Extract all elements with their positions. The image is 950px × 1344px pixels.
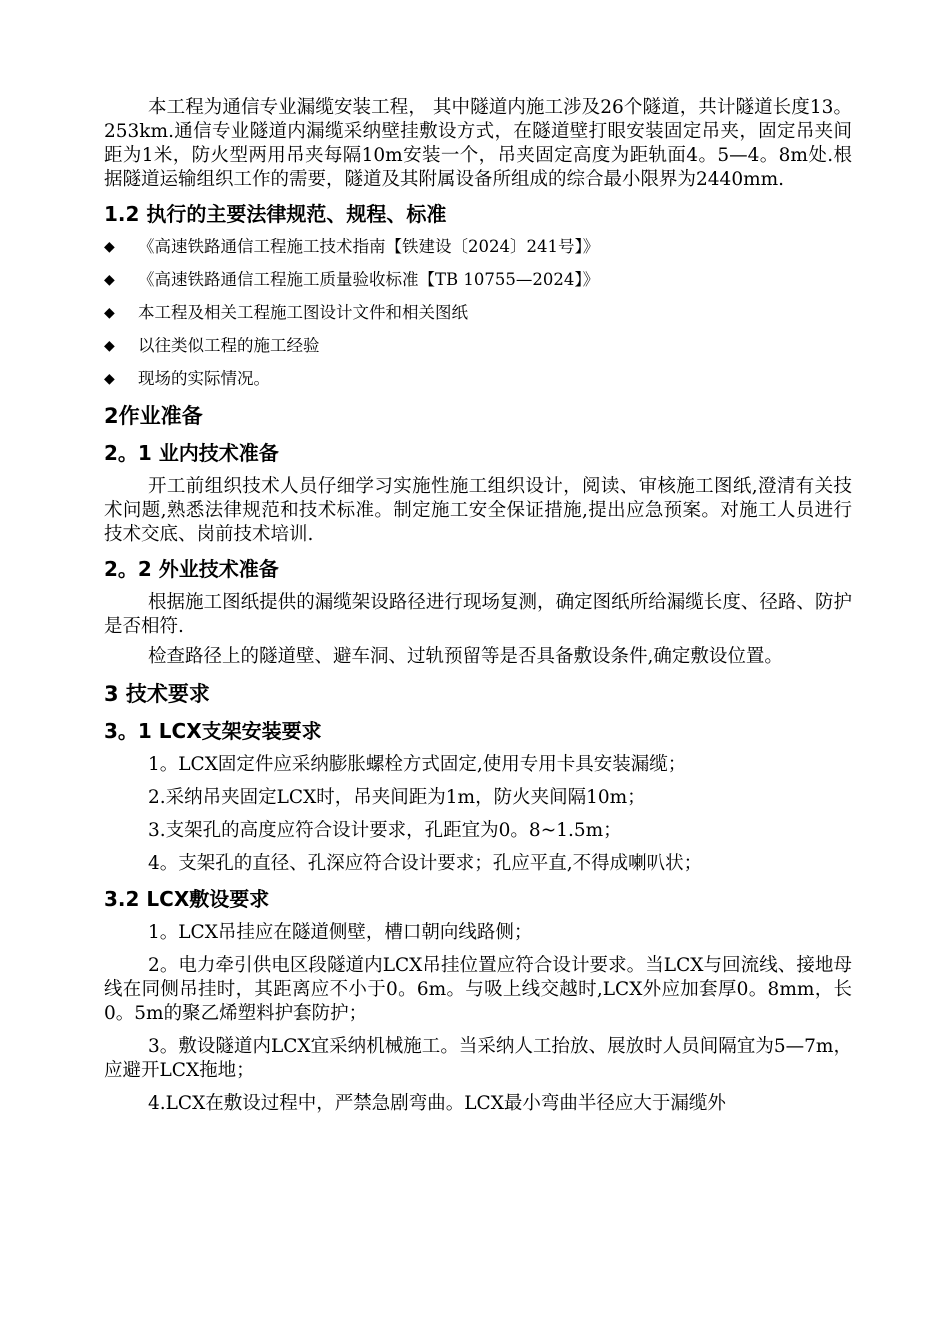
diamond-bullet-icon: ◆ [104, 272, 115, 288]
section-3-2-heading: 3.2 LCX敷设要求 [104, 887, 270, 911]
diamond-bullet-icon: ◆ [104, 305, 115, 321]
document-page [104, 96, 852, 1125]
section-2-1-heading: 2。1 业内技术准备 [104, 441, 279, 465]
requirement-item: 3.支架孔的高度应符合设计要求，孔距宜为0。8~1.5m； [148, 820, 622, 841]
section-2-2-paragraph-1: 根据施工图纸提供的漏缆架设路径进行现场复测，确定图纸所给漏缆长度、径路、防护是否相符. [104, 592, 852, 637]
requirement-item: 2.采纳吊夹固定LCX时，吊夹间距为1m，防火夹间隔10m； [148, 787, 646, 808]
requirement-item: 2。电力牵引供电区段隧道内LCX吊挂位置应符合设计要求。当LCX与回流线、接地母线在同侧吊挂时，其距离应不小于0。6m。与吸上线交越时,LCX外应加套厚0。8mm，长0。5m的聚乙烯塑料护套防护； [104, 955, 852, 1024]
section-2-heading: 2作业准备 [104, 404, 203, 428]
diamond-bullet-icon: ◆ [104, 371, 115, 387]
diamond-bullet-icon: ◆ [104, 338, 115, 354]
list-item: ◆ 现场的实际情况。 [104, 369, 270, 388]
diamond-bullet-icon: ◆ [104, 239, 115, 255]
list-item: ◆ 本工程及相关工程施工图设计文件和相关图纸 [104, 303, 468, 322]
standards-list [104, 236, 852, 390]
section-2-2-heading: 2。2 外业技术准备 [104, 557, 279, 581]
requirement-item: 1。LCX吊挂应在隧道侧壁，槽口朝向线路侧； [148, 922, 533, 943]
section-2-1-paragraph: 开工前组织技术人员仔细学习实施性施工组织设计，阅读、审核施工图纸,澄清有关技术问题,熟悉法律规范和技术标准。制定施工安全保证措施,提出应急预案。对施工人员进行技术交底、岗前技术培训. [104, 476, 852, 545]
list-item: ◆ 《高速铁路通信工程施工质量验收标准【TB 10755—2024】》 [104, 270, 600, 289]
intro-paragraph: 本工程为通信专业漏缆安装工程， 其中隧道内施工涉及26个隧道，共计隧道长度13。253km.通信专业隧道内漏缆采纳壁挂敷设方式，在隧道壁打眼安装固定吊夹，固定吊夹间距为1米，防火型两用吊夹每隔10m安装一个，吊夹固定高度为距轨面4。5—4。8m处.根据隧道运输组织工作的需要，隧道及其附属设备所组成的综合最小限界为2440mm. [104, 97, 852, 190]
requirement-item: 4。支架孔的直径、孔深应符合设计要求；孔应平直,不得成喇叭状； [148, 853, 703, 874]
list-item: ◆ 《高速铁路通信工程施工技术指南【铁建设〔2024〕241号】》 [104, 237, 600, 256]
requirement-item: 4.LCX在敷设过程中，严禁急剧弯曲。LCX最小弯曲半径应大于漏缆外 [148, 1093, 726, 1114]
section-3-heading: 3 技术要求 [104, 682, 210, 706]
requirement-item: 1。LCX固定件应采纳膨胀螺栓方式固定,使用专用卡具安装漏缆； [148, 754, 687, 775]
section-3-1-heading: 3。1 LCX支架安装要求 [104, 719, 322, 743]
section-1-2-heading: 1.2 执行的主要法律规范、规程、标准 [104, 202, 447, 226]
section-2-2-paragraph-2: 检查路径上的隧道壁、避车洞、过轨预留等是否具备敷设条件,确定敷设位置。 [148, 646, 783, 667]
list-item: ◆ 以往类似工程的施工经验 [104, 336, 320, 355]
requirement-item: 3。敷设隧道内LCX宜采纳机械施工。当采纳人工抬放、展放时人员间隔宜为5—7m，应避开LCX拖地； [104, 1036, 852, 1081]
